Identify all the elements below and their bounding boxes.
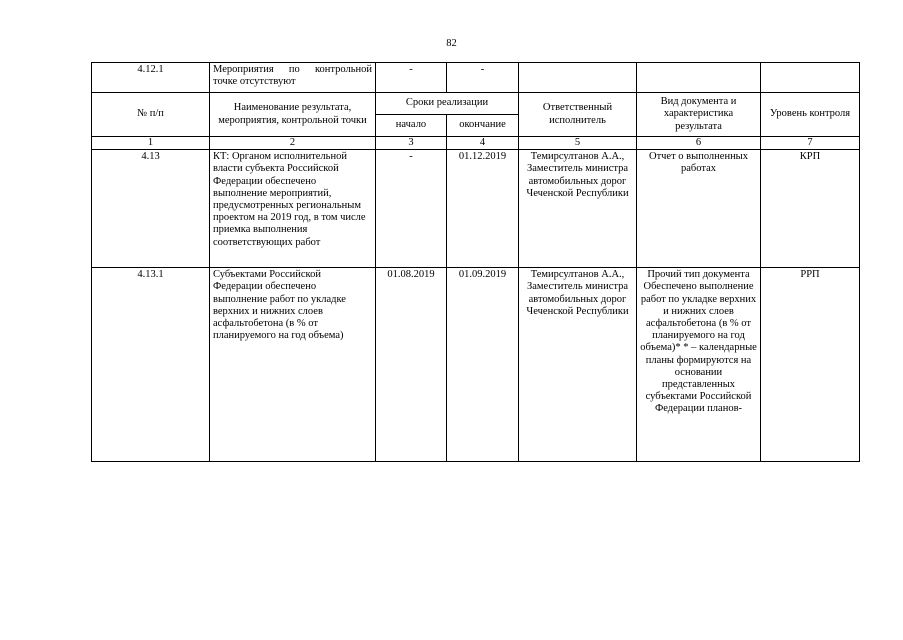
- header-executor: Ответственный исполнитель: [519, 93, 637, 137]
- start-date-cell: 01.08.2019: [376, 268, 447, 462]
- executor-cell: [519, 63, 637, 93]
- end-date-cell: -: [447, 63, 519, 93]
- page-number: 82: [446, 38, 457, 49]
- header-name: Наименование результата, мероприятия, контрольной точки: [210, 93, 376, 137]
- result-name-cell: КТ: Органом исполнительной власти субъекта Российской Федерации обеспечено выполнение мероприятий, предусмотренных региональным проектом на 2019 год, в том числе приемка выполнения соответствующих работ: [210, 150, 376, 268]
- column-number: 4: [447, 137, 519, 150]
- end-date-cell: 01.12.2019: [447, 150, 519, 268]
- header-row: [92, 93, 860, 115]
- header-num: № п/п: [92, 93, 210, 137]
- table-row: [92, 63, 860, 93]
- column-number: 5: [519, 137, 637, 150]
- executor-cell: Темирсултанов А.А., Заместитель министра автомобильных дорог Чеченской Республики: [519, 150, 637, 268]
- executor-cell: Темирсултанов А.А., Заместитель министра автомобильных дорог Чеченской Республики: [519, 268, 637, 462]
- start-date-cell: -: [376, 150, 447, 268]
- row-number-cell: 4.12.1: [92, 63, 210, 93]
- header-start: начало: [376, 115, 447, 137]
- control-level-cell: РРП: [761, 268, 860, 462]
- column-number: 2: [210, 137, 376, 150]
- table-row: [92, 150, 860, 268]
- header-end: окончание: [447, 115, 519, 137]
- result-name-cell: Субъектами Российской Федерации обеспечено выполнение работ по укладке верхних и нижних слоев асфальтобетона (в % от планируемого на год объема): [210, 268, 376, 462]
- column-numbers-row: [92, 137, 860, 150]
- header-level: Уровень контроля: [761, 93, 860, 137]
- control-level-cell: [761, 63, 860, 93]
- column-number: 3: [376, 137, 447, 150]
- column-number: 1: [92, 137, 210, 150]
- document-cell: Отчет о выполненных работах: [637, 150, 761, 268]
- end-date-cell: 01.09.2019: [447, 268, 519, 462]
- control-level-cell: КРП: [761, 150, 860, 268]
- row-number-cell: 4.13: [92, 150, 210, 268]
- table-row: [92, 268, 860, 462]
- column-number: 6: [637, 137, 761, 150]
- document-cell: [637, 63, 761, 93]
- header-terms: Сроки реализации: [376, 93, 519, 115]
- result-name-cell: Мероприятия по контрольной точке отсутствуют: [210, 63, 376, 93]
- control-points-table: [91, 62, 860, 462]
- document-cell: Прочий тип документа Обеспечено выполнение работ по укладке верхних и нижних слоев асфальтобетона (в % от планируемого на год объема)* * – календарные планы формируются на основании представленных субъектами Российской Федерации планов-: [637, 268, 761, 462]
- column-number: 7: [761, 137, 860, 150]
- row-number-cell: 4.13.1: [92, 268, 210, 462]
- header-document: Вид документа и характеристика результата: [637, 93, 761, 137]
- start-date-cell: -: [376, 63, 447, 93]
